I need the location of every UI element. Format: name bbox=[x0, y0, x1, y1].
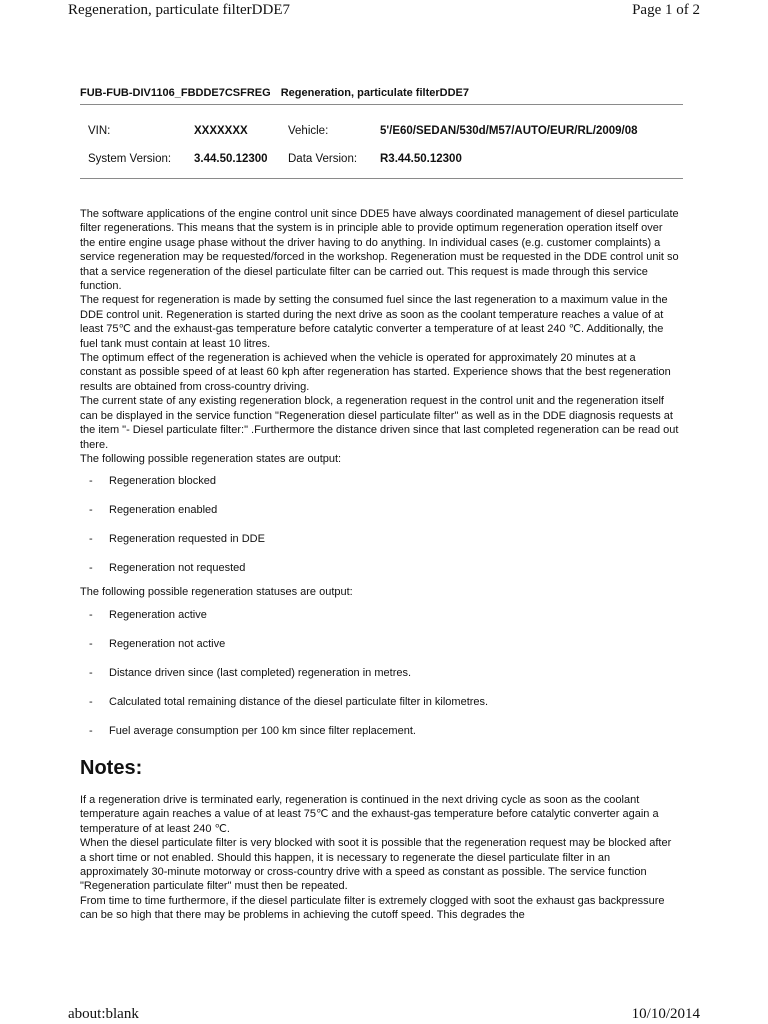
notes-heading: Notes: bbox=[80, 757, 143, 779]
bullet-dash: - bbox=[89, 504, 93, 516]
footer-url: about:blank bbox=[68, 1006, 139, 1022]
description-body bbox=[80, 207, 680, 466]
bullet-dash: - bbox=[89, 562, 93, 574]
notes-body bbox=[80, 793, 680, 923]
list-item bbox=[80, 638, 680, 667]
vin-label: VIN: bbox=[88, 125, 111, 137]
list-item-text: Distance driven since (last completed) regeneration in metres. bbox=[109, 667, 412, 679]
browser-print-footer bbox=[68, 1006, 700, 1023]
paragraph: The current state of any existing regeneration block, a regeneration request in the control unit and the regeneration itself can be displayed in the service function "Regeneration diesel particulate filter" as well as in the DDE diagnosis requests at the item "- Diesel particulate filter:" .Furthermore the distance driven since that last completed regeneration can be read out there. bbox=[80, 395, 679, 451]
divider-top bbox=[80, 104, 683, 105]
bullet-dash: - bbox=[89, 475, 93, 487]
list-item bbox=[80, 609, 680, 638]
statuses-intro: The following possible regeneration statuses are output: bbox=[80, 586, 353, 598]
paragraph: The following possible regeneration states are output: bbox=[80, 452, 342, 465]
vehicle-value: 5'/E60/SEDAN/530d/M57/AUTO/EUR/RL/2009/08 bbox=[380, 125, 638, 137]
document-code: FUB-FUB-DIV1106_FBDDE7CSFREG bbox=[80, 87, 271, 99]
paragraph: The software applications of the engine control unit since DDE5 have always coordinated management of diesel particulate filter regenerations. This means that the system is in principle able to provide optimum regeneration operation itself over the entire engine usage phase without the driver having to do anything. In individual cases (e.g. customer complaints) a service regeneration may be requested/forced in the workshop. Regeneration must be requested in the DDE control unit so that a service regeneration of the diesel particulate filter can be carried out. This request is made through this service function. bbox=[80, 208, 679, 293]
divider-bottom bbox=[80, 178, 683, 179]
list-item-text: Regeneration not active bbox=[109, 638, 226, 650]
bullet-dash: - bbox=[89, 725, 93, 737]
list-item-text: Regeneration active bbox=[109, 609, 207, 621]
bullet-dash: - bbox=[89, 533, 93, 545]
document-title-text: Regeneration, particulate filterDDE7 bbox=[280, 87, 469, 99]
list-item-text: Regeneration enabled bbox=[109, 504, 218, 516]
list-item-text: Regeneration blocked bbox=[109, 475, 217, 487]
header-page-title: Regeneration, particulate filterDDE7 bbox=[68, 2, 290, 18]
browser-print-header bbox=[68, 2, 700, 19]
paragraph: The optimum effect of the regeneration is achieved when the vehicle is operated for approximately 20 minutes at a constant as possible speed of at least 60 kph after regeneration has started. Experience shows that the best regeneration results are obtained from cross-country driving. bbox=[80, 352, 671, 393]
list-item bbox=[80, 696, 680, 725]
list-item bbox=[80, 475, 680, 504]
paragraph: The request for regeneration is made by setting the consumed fuel since the last regeneration to a maximum value in the DDE control unit. Regeneration is started during the next drive as soon as the coolant temperature reaches a value of at least 75℃ and the exhaust-gas temperature before catalytic converter a temperature of at least 240 ℃. Additionally, the fuel tank must contain at least 10 litres. bbox=[80, 294, 668, 350]
system-version-value: 3.44.50.12300 bbox=[194, 153, 268, 165]
data-version-value: R3.44.50.12300 bbox=[380, 153, 462, 165]
data-version-label: Data Version: bbox=[288, 153, 358, 165]
vehicle-label: Vehicle: bbox=[288, 125, 329, 137]
paragraph: If a regeneration drive is terminated early, regeneration is continued in the next driving cycle as soon as the coolant temperature again reaches a value of at least 75℃ and the exhaust-gas temperature before catalytic converter again a temperature of at least 240 ℃. bbox=[80, 794, 659, 835]
bullet-dash: - bbox=[89, 696, 93, 708]
list-item-text: Calculated total remaining distance of the diesel particulate filter in kilometres. bbox=[109, 696, 489, 708]
system-version-label: System Version: bbox=[88, 153, 172, 165]
bullet-dash: - bbox=[89, 609, 93, 621]
document-title bbox=[80, 87, 683, 99]
list-item-text: Regeneration not requested bbox=[109, 562, 246, 574]
paragraph: From time to time furthermore, if the diesel particulate filter is extremely clogged with soot the exhaust gas backpressure can be so high that there may be problems in achieving the cutoff speed. This degrades the bbox=[80, 894, 665, 922]
list-item bbox=[80, 533, 680, 562]
bullet-dash: - bbox=[89, 638, 93, 650]
footer-date: 10/10/2014 bbox=[631, 1006, 700, 1022]
list-item bbox=[80, 504, 680, 533]
vin-value: XXXXXXX bbox=[194, 125, 248, 137]
list-item bbox=[80, 667, 680, 696]
page-indicator: Page 1 of 2 bbox=[632, 2, 700, 18]
list-item bbox=[80, 725, 680, 754]
list-item-text: Regeneration requested in DDE bbox=[109, 533, 265, 545]
regeneration-statuses-list bbox=[80, 609, 680, 754]
list-item-text: Fuel average consumption per 100 km since filter replacement. bbox=[109, 725, 416, 737]
bullet-dash: - bbox=[89, 667, 93, 679]
regeneration-states-list bbox=[80, 475, 680, 591]
paragraph: When the diesel particulate filter is very blocked with soot it is possible that the regeneration request may be blocked after a short time or not enabled. Should this happen, it is necessary to regenerate the diesel particulate filter in an approximately 30-minute motorway or cross-country drive with a speed as constant as possible. The service function "Regeneration particulate filter" must then be repeated. bbox=[80, 837, 672, 893]
